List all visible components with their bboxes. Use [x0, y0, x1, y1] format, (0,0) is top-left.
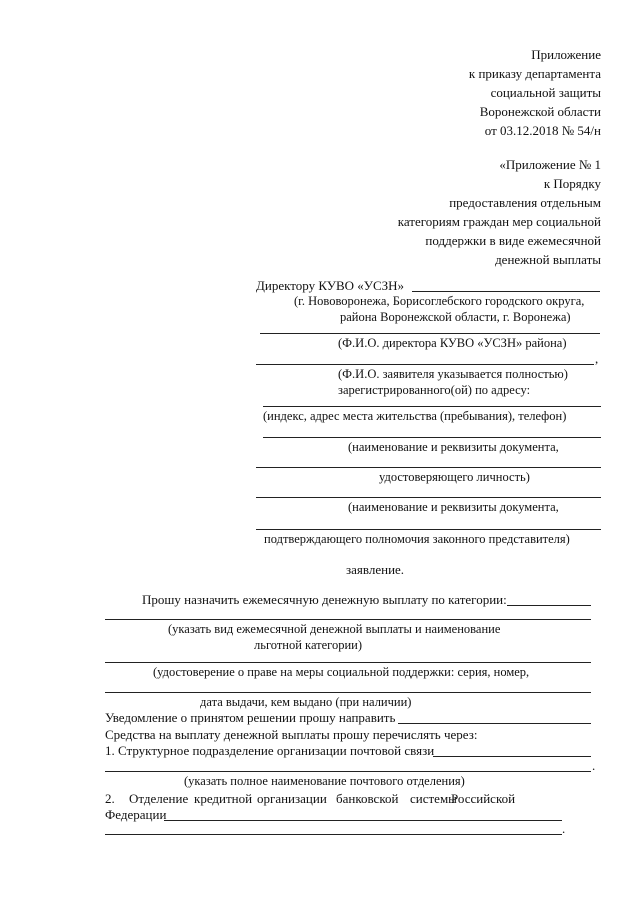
appendix2-line-2: к Порядку — [543, 176, 601, 191]
hint-postal: (указать полное наименование почтового отделения) — [184, 774, 465, 788]
hint-id-doc-2: удостоверяющего личность) — [379, 470, 530, 484]
option-1-label: 1. Структурное подразделение организации почтовой связи — [105, 743, 435, 758]
appendix-line-5: от 03.12.2018 № 54/н — [484, 123, 601, 138]
id-doc-line-2[interactable] — [256, 467, 601, 468]
hint-issue: дата выдачи, кем выдано (при наличии) — [200, 695, 412, 709]
comma-mark: , — [595, 351, 599, 366]
option-2-word-5: банковской — [336, 791, 399, 806]
request-line: Прошу назначить ежемесячную денежную выплату по категории: — [142, 592, 507, 607]
id-doc-line-1[interactable] — [263, 437, 601, 438]
appendix-line-3: социальной защиты — [490, 85, 601, 100]
hint-payment-2: льготной категории) — [254, 638, 363, 652]
appendix2-line-3: предоставления отдельным — [449, 195, 601, 210]
appendix2-line-4: категориям граждан мер социальной — [397, 214, 601, 229]
appendix-line-4: Воронежской области — [479, 104, 601, 119]
hint-rep-doc-2: подтверждающего полномочия законного представителя) — [264, 532, 570, 546]
dot-mark-2: . — [562, 821, 566, 836]
hint-rep-doc-1: (наименование и реквизиты документа, — [348, 500, 559, 514]
hint-director-fio: (Ф.И.О. директора КУВО «УСЗН» района) — [338, 336, 567, 350]
director-fio-line[interactable] — [260, 333, 600, 334]
option-2-word-2: Отделение — [129, 791, 189, 806]
dot-mark-1: . — [592, 758, 596, 773]
option-2-word-7: Российской — [451, 791, 516, 806]
appendix2-line-5: поддержки в виде ежемесячной — [425, 233, 601, 248]
appendix2-line-6: денежной выплаты — [495, 252, 601, 267]
appendix-line-1: Приложение — [531, 47, 601, 62]
option-2-word-6: системы — [410, 791, 457, 806]
option-2-field-line-2[interactable] — [105, 834, 562, 835]
rep-doc-line-1[interactable] — [256, 497, 601, 498]
hint-region-1: (г. Нововоронежа, Борисоглебского городского округа, — [294, 294, 585, 308]
option-1-field-line[interactable] — [433, 756, 591, 757]
certificate-line-2[interactable] — [105, 692, 591, 693]
option-2-cont: Федерации — [105, 807, 167, 822]
director-field-line[interactable] — [412, 291, 600, 292]
certificate-line-1[interactable] — [105, 662, 591, 663]
option-2-word-4: организации — [257, 791, 327, 806]
hint-address: (индекс, адрес места жительства (пребывания), телефон) — [263, 409, 567, 423]
registered-at: зарегистрированного(ой) по адресу: — [338, 383, 531, 397]
option-2-word-1: 2. — [105, 791, 115, 806]
rep-doc-line-2[interactable] — [256, 529, 601, 530]
payment-line[interactable] — [105, 619, 591, 620]
notification-field-line[interactable] — [398, 723, 591, 724]
funds-line: Средства на выплату денежной выплаты прошу перечислять через: — [105, 727, 478, 742]
appendix-line-2: к приказу департамента — [468, 66, 601, 81]
option-2-word-3: кредитной — [194, 791, 253, 806]
appendix2-line-1: «Приложение № 1 — [499, 157, 601, 172]
hint-id-doc-1: (наименование и реквизиты документа, — [348, 440, 559, 454]
hint-applicant-fio: (Ф.И.О. заявителя указывается полностью) — [338, 367, 568, 381]
postal-line[interactable] — [105, 771, 591, 772]
address-line[interactable] — [263, 406, 601, 407]
statement-title: заявление. — [346, 562, 405, 577]
applicant-fio-line[interactable] — [256, 364, 594, 365]
hint-region-2: района Воронежской области, г. Воронежа) — [340, 310, 571, 324]
notification-label: Уведомление о принятом решении прошу направить — [105, 710, 396, 725]
option-2-field-line-1[interactable] — [164, 820, 562, 821]
hint-certificate: (удостоверение о праве на меры социальной поддержки: серия, номер, — [153, 665, 530, 679]
director-label: Директору КУВО «УСЗН» — [256, 278, 405, 293]
hint-payment-1: (указать вид ежемесячной денежной выплаты и наименование — [168, 622, 501, 636]
category-field-line[interactable] — [507, 605, 591, 606]
